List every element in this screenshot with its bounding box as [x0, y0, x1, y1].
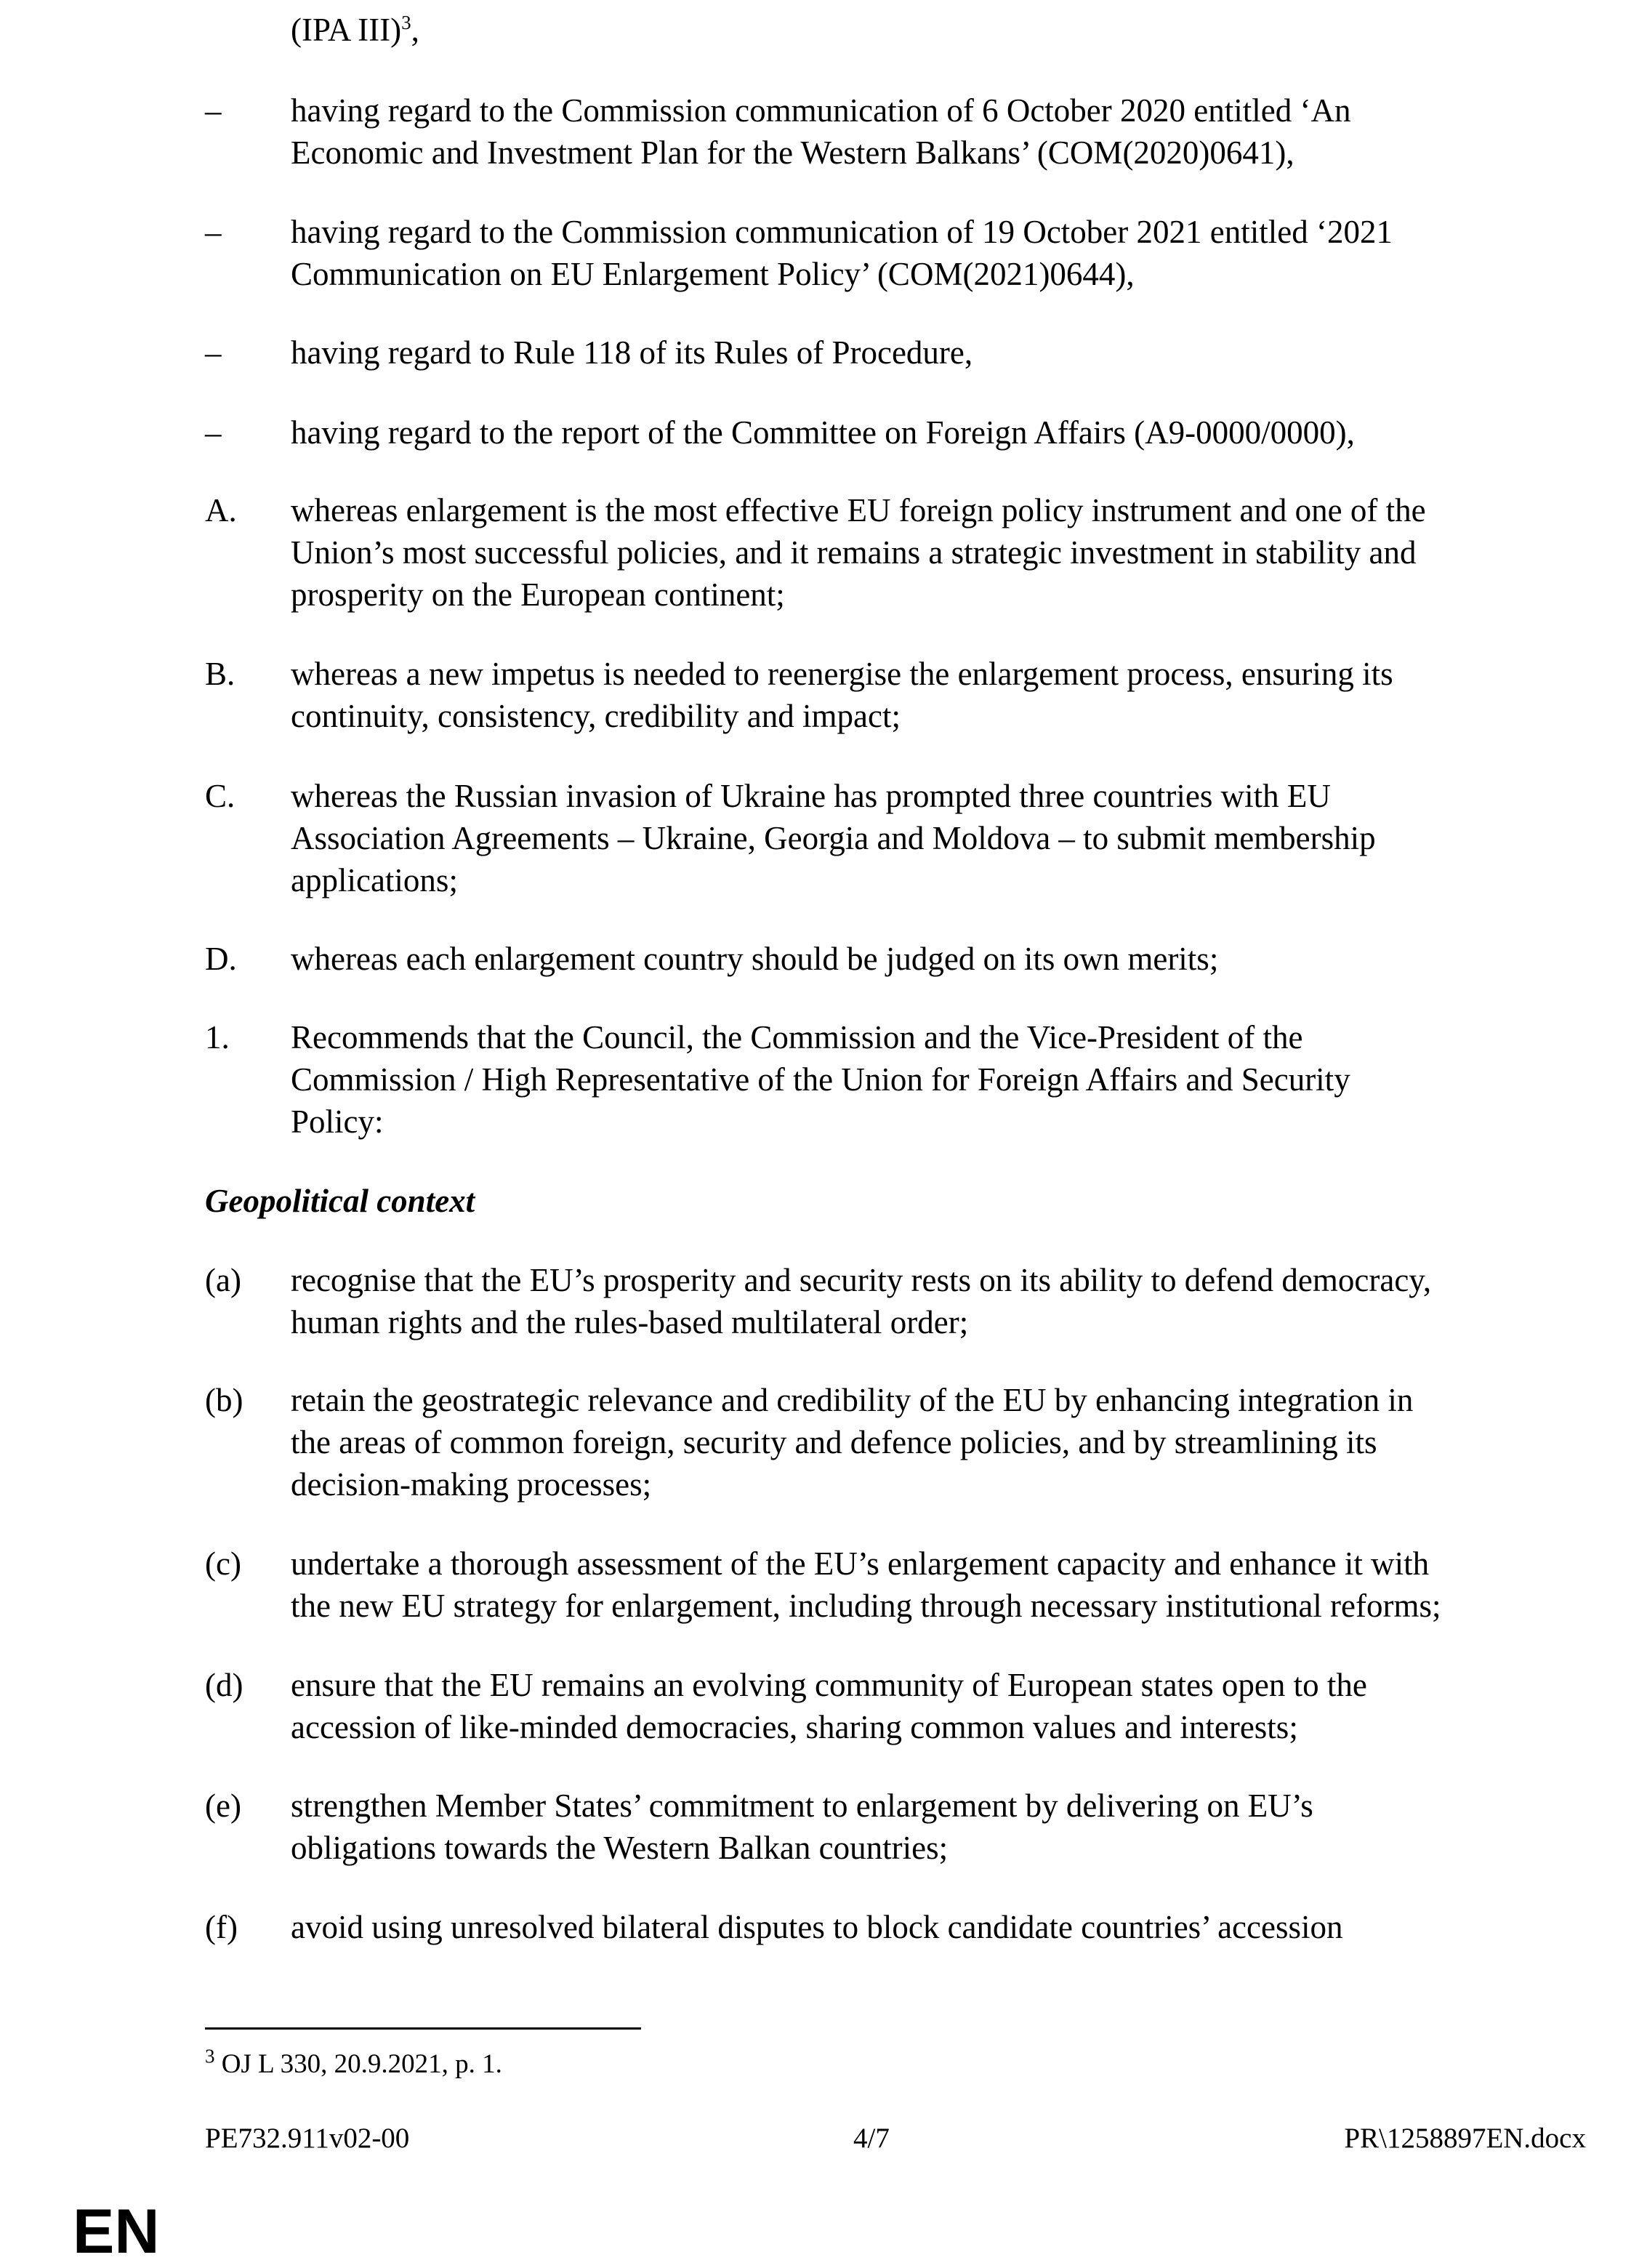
- citation-marker: –: [205, 214, 222, 250]
- point-marker: (b): [205, 1382, 243, 1418]
- point-text: recognise that the EU’s prosperity and security rests on its ability to defend democracy, human rights and the rules-based multilateral order;: [291, 1262, 1432, 1340]
- recommendation-marker: 1.: [205, 1019, 230, 1055]
- footnote-number: 3: [205, 2045, 215, 2067]
- recital-marker: D.: [205, 941, 237, 977]
- citation-marker: –: [205, 334, 222, 371]
- footnote-reference: 3: [401, 12, 411, 33]
- document-reference: PE732.911v02-00: [205, 2123, 410, 2154]
- point-marker: (a): [205, 1262, 241, 1298]
- point-text: undertake a thorough assessment of the EU’s enlargement capacity and enhance it with the new EU strategy for enlargement, including through necessary institutional reforms;: [291, 1545, 1441, 1624]
- point-text: strengthen Member States’ commitment to enlargement by delivering on EU’s obligations towards the Western Balkan countries;: [291, 1788, 1313, 1866]
- continued-text-trailing: ,: [411, 12, 419, 48]
- point-text: retain the geostrategic relevance and credibility of the EU by enhancing integration in the areas of common foreign, security and defence policies, and by streamlining its decision-making processes;: [291, 1382, 1414, 1503]
- point-text: avoid using unresolved bilateral disputes to block candidate countries’ accession: [291, 1909, 1343, 1945]
- recital-text: whereas a new impetus is needed to reenergise the enlargement process, ensuring its continuity, consistency, credibility and impact;: [291, 656, 1393, 734]
- recital-marker: A.: [205, 492, 237, 528]
- document-filename: PR\1258897EN.docx: [1344, 2123, 1586, 2154]
- citation-text: having regard to Rule 118 of its Rules of Procedure,: [291, 334, 973, 371]
- point-marker: (f): [205, 1909, 238, 1945]
- citation-text: having regard to the report of the Committee on Foreign Affairs (A9-0000/0000),: [291, 414, 1355, 451]
- recommendation-text: Recommends that the Council, the Commission and the Vice-President of the Commission / High Representative of the Union for Foreign Affairs and Security Policy:: [291, 1019, 1350, 1140]
- recital-text: whereas the Russian invasion of Ukraine has prompted three countries with EU Association Agreements – Ukraine, Georgia and Moldova – to submit membership applications;: [291, 778, 1376, 898]
- citation-marker: –: [205, 414, 222, 451]
- citation-text: having regard to the Commission communication of 19 October 2021 entitled ‘2021 Communication on EU Enlargement Policy’ (COM(2021)0644),: [291, 214, 1393, 292]
- continued-text: [291, 9, 419, 51]
- continued-text-body: (IPA III): [291, 12, 402, 48]
- footnote-text: OJ L 330, 20.9.2021, p. 1.: [221, 2049, 502, 2079]
- recital-marker: B.: [205, 656, 235, 692]
- language-label: EN: [73, 2197, 160, 2267]
- point-marker: (e): [205, 1788, 241, 1824]
- point-text: ensure that the EU remains an evolving community of European states open to the accession of like-minded democracies, sharing common values and interests;: [291, 1667, 1367, 1745]
- section-heading: Geopolitical context: [205, 1183, 475, 1219]
- recital-text: whereas enlargement is the most effective EU foreign policy instrument and one of the Union’s most successful policies, and it remains a strategic investment in stability and prosperity on the European continent;: [291, 492, 1426, 613]
- page-number: 4/7: [853, 2123, 890, 2154]
- footnote: [205, 2047, 502, 2082]
- point-marker: (c): [205, 1545, 241, 1582]
- citation-marker: –: [205, 92, 222, 129]
- footnote-separator: [205, 2027, 641, 2030]
- point-marker: (d): [205, 1667, 243, 1703]
- recital-marker: C.: [205, 778, 235, 814]
- recital-text: whereas each enlargement country should be judged on its own merits;: [291, 941, 1219, 977]
- citation-text: having regard to the Commission communication of 6 October 2020 entitled ‘An Economic and Investment Plan for the Western Balkans’ (COM(2020)0641),: [291, 92, 1351, 171]
